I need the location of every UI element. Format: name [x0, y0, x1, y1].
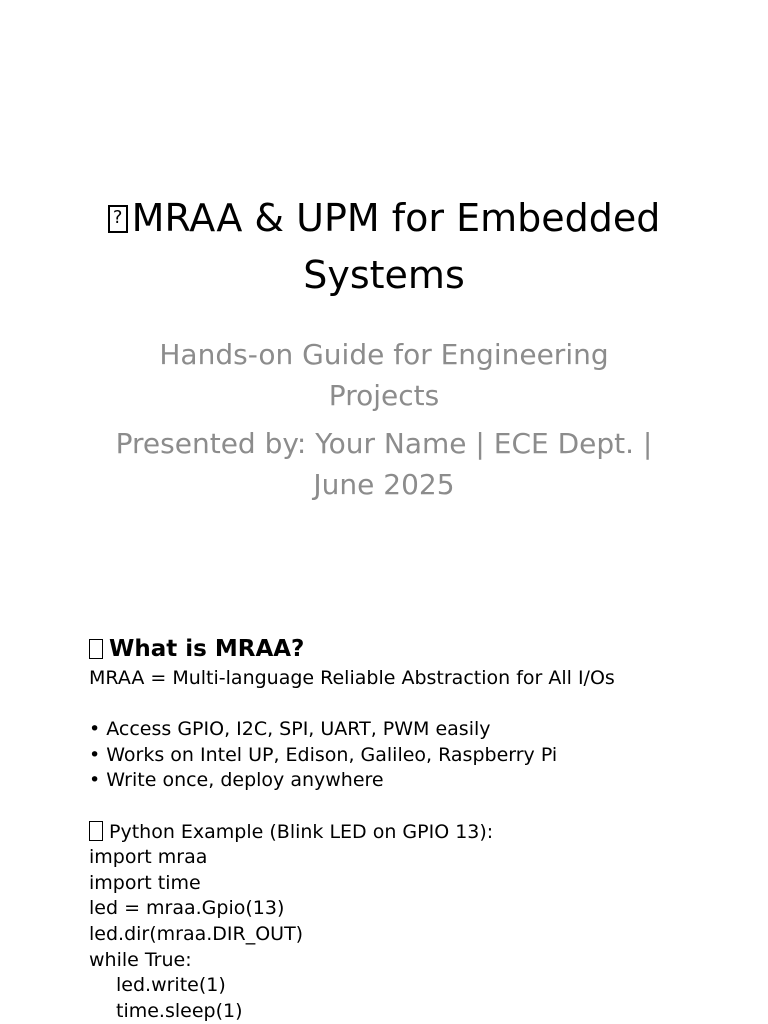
missing-glyph-icon	[108, 205, 128, 233]
code-line: led.dir(mraa.DIR_OUT)	[89, 922, 304, 945]
subtitle-line-1: Hands-on Guide for Engineering Projects	[159, 338, 609, 412]
spacer	[89, 794, 729, 820]
missing-glyph-icon	[89, 639, 103, 659]
missing-glyph-icon	[89, 821, 103, 841]
section-content	[89, 632, 729, 1024]
section-heading: What is MRAA?	[89, 632, 729, 666]
slide-title	[60, 190, 708, 304]
bullet-item: • Works on Intel UP, Edison, Galileo, Raspberry Pi	[89, 743, 558, 766]
definition-text: MRAA = Multi-language Reliable Abstraction for All I/Os	[89, 667, 615, 689]
example-label: Python Example (Blink LED on GPIO 13):	[89, 820, 729, 846]
spacer	[89, 692, 729, 718]
code-line: import mraa	[89, 846, 208, 869]
slide-subtitle	[110, 334, 658, 512]
code-line: while True:	[89, 948, 192, 971]
slide-title-line1: MRAA & UPM for Embedded	[131, 196, 661, 240]
code-line: led = mraa.Gpio(13)	[89, 897, 285, 920]
subtitle-line-2: Presented by: Your Name | ECE Dept. | June 2025	[115, 427, 653, 501]
bullet-item: • Write once, deploy anywhere	[89, 769, 384, 792]
code-line: import time	[89, 871, 201, 894]
code-line: time.sleep(1)	[116, 999, 243, 1022]
code-line: led.write(1)	[116, 974, 226, 997]
bullet-item: • Access GPIO, I2C, SPI, UART, PWM easily	[89, 718, 491, 741]
slide-title-line2: Systems	[303, 253, 465, 297]
